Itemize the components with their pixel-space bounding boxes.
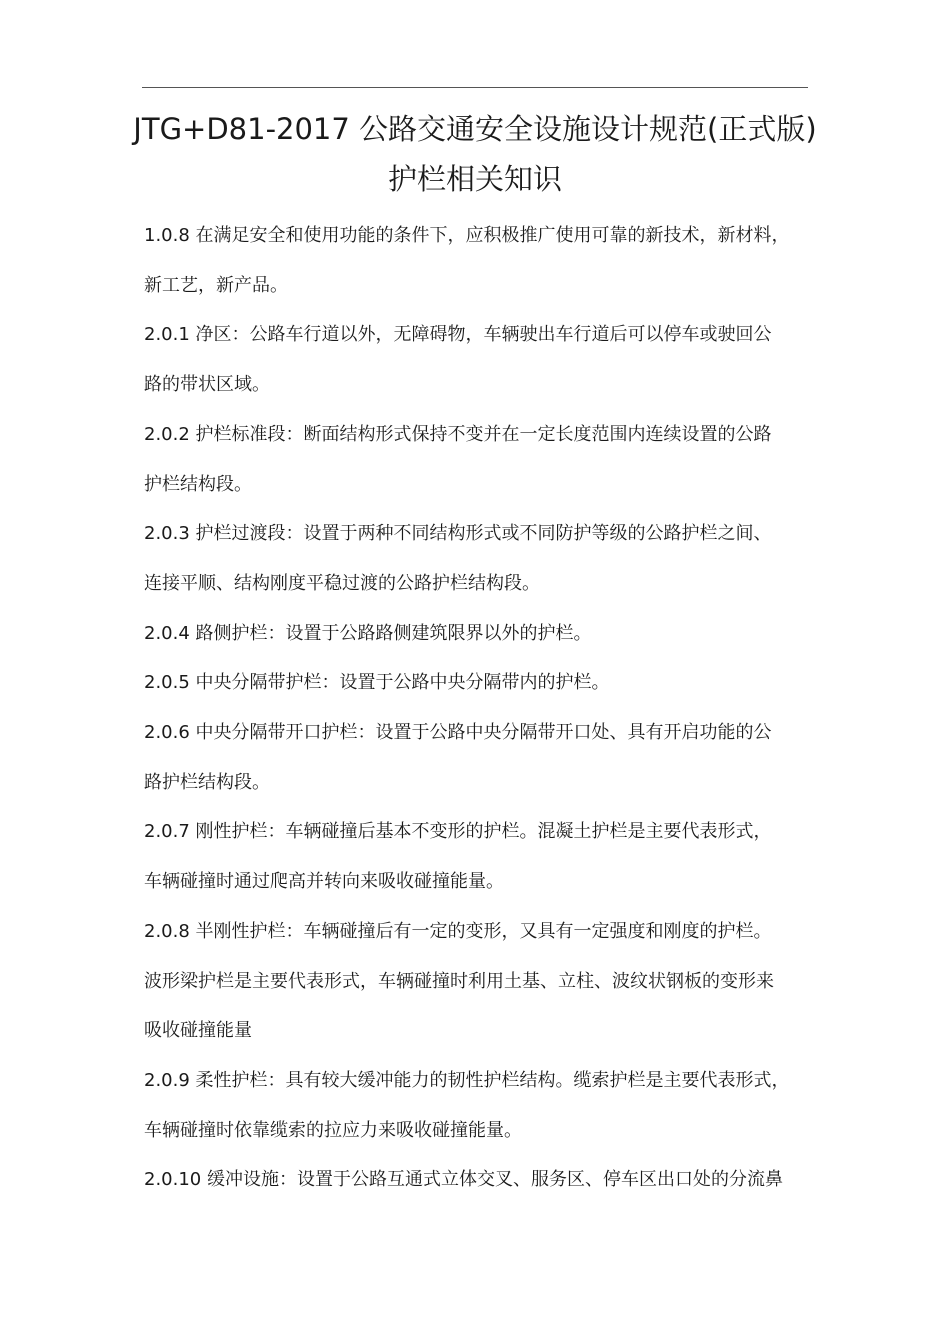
text-line: 2.0.2 护栏标准段：断面结构形式保持不变并在一定长度范围内连续设置的公路 <box>144 423 772 445</box>
document-title <box>132 104 818 204</box>
text-line: 波形梁护栏是主要代表形式，车辆碰撞时利用土基、立柱、波纹状钢板的变形来 <box>144 970 774 992</box>
text-line: 2.0.1 净区：公路车行道以外，无障碍物，车辆驶出车行道后可以停车或驶回公 <box>144 324 772 346</box>
text-line: 1.0.8 在满足安全和使用功能的条件下，应积极推广使用可靠的新技术，新材料， <box>144 225 790 246</box>
text-line: 2.0.3 护栏过渡段：设置于两种不同结构形式或不同防护等级的公路护栏之间、 <box>144 523 772 545</box>
text-line: 路的带状区域。 <box>144 374 270 396</box>
paragraph-2-0-3 <box>144 509 816 608</box>
paragraph-2-0-8 <box>144 907 816 1056</box>
text-line: 车辆碰撞时通过爬高并转向来吸收碰撞能量。 <box>144 871 504 893</box>
text-line: 护栏结构段。 <box>144 473 252 495</box>
text-line: 路护栏结构段。 <box>144 771 270 793</box>
paragraph-2-0-5 <box>144 658 816 708</box>
title-line-2: 护栏相关知识 <box>387 162 562 196</box>
paragraph-2-0-6 <box>144 708 816 807</box>
title-line-1: JTG+D81-2017 公路交通安全设施设计规范(正式版) <box>133 112 817 146</box>
paragraph-1-0-8 <box>144 211 816 310</box>
text-line: 连接平顺、结构刚度平稳过渡的公路护栏结构段。 <box>144 572 540 594</box>
paragraph-2-0-1 <box>144 310 816 409</box>
text-line: 2.0.7 刚性护栏：车辆碰撞后基本不变形的护栏。混凝土护栏是主要代表形式， <box>144 821 772 843</box>
text-line: 2.0.8 半刚性护栏：车辆碰撞后有一定的变形，又具有一定强度和刚度的护栏。 <box>144 920 772 942</box>
text-line: 新工艺，新产品。 <box>144 274 288 296</box>
paragraph-2-0-7 <box>144 807 816 906</box>
text-line: 2.0.4 路侧护栏：设置于公路路侧建筑限界以外的护栏。 <box>144 622 592 644</box>
paragraph-2-0-10 <box>144 1155 816 1205</box>
text-line: 2.0.5 中央分隔带护栏：设置于公路中央分隔带内的护栏。 <box>144 672 610 694</box>
document-body <box>144 211 816 1205</box>
text-line: 2.0.9 柔性护栏：具有较大缓冲能力的韧性护栏结构。缆索护栏是主要代表形式， <box>144 1069 790 1091</box>
paragraph-2-0-9 <box>144 1056 816 1155</box>
text-line: 2.0.6 中央分隔带开口护栏：设置于公路中央分隔带开口处、具有开启功能的公 <box>144 722 772 744</box>
text-line: 吸收碰撞能量 <box>144 1020 252 1042</box>
paragraph-2-0-4 <box>144 609 816 659</box>
text-line: 车辆碰撞时依靠缆索的拉应力来吸收碰撞能量。 <box>144 1119 522 1141</box>
header-rule <box>142 87 808 88</box>
text-line: 2.0.10 缓冲设施：设置于公路互通式立体交叉、服务区、停车区出口处的分流鼻 <box>144 1169 783 1191</box>
paragraph-2-0-2 <box>144 410 816 509</box>
